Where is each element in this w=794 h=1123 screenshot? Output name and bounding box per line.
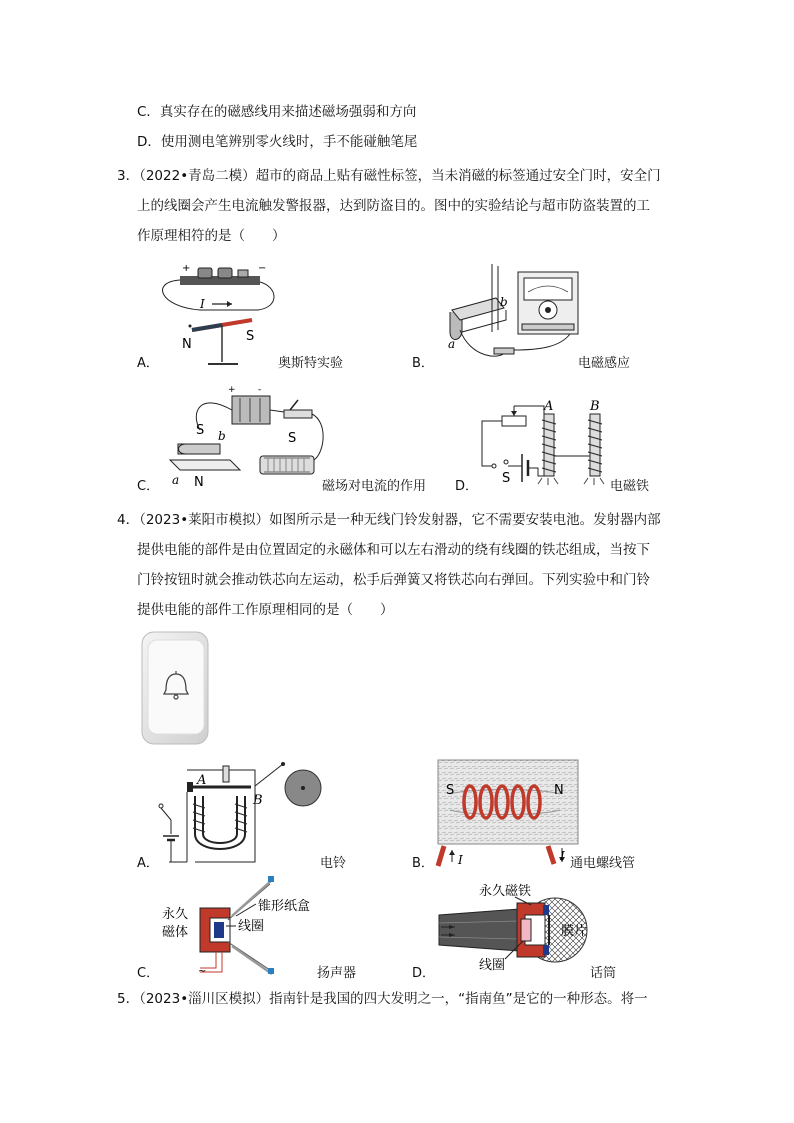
q4-figure-b-solenoid	[430, 758, 580, 868]
figd-a-label: A	[544, 399, 554, 414]
q3-option-b-letter[interactable]: B．	[412, 356, 434, 371]
q3-option-a-caption: 奥斯特实验	[278, 356, 344, 371]
figc-b-label: b	[218, 429, 226, 443]
figc-north-label: N	[194, 475, 204, 490]
q4-option-d-letter[interactable]: D．	[412, 966, 436, 981]
q4-stem-line2: 提供电能的部件是由位置固定的永磁体和可以左右滑动的绕有线圈的铁芯组成，当按下	[137, 542, 650, 558]
figa-current-label: I	[200, 297, 205, 311]
q3-option-c-caption: 磁场对电流的作用	[322, 479, 427, 494]
q2-option-c[interactable]: C．真实存在的磁感线用来描述磁场强弱和方向	[137, 104, 417, 120]
q3-option-d-letter[interactable]: D．	[455, 479, 479, 494]
q3-figure-d-electromagnet	[478, 398, 608, 493]
q4-stem-line3: 门铃按钮时就会推动铁芯向左运动，松手后弹簧又将铁芯向右弹回。下列实验中和门铃	[137, 572, 650, 588]
q3-option-a-letter[interactable]: A．	[137, 356, 159, 371]
q3-stem-line1: 3．（2022•青岛二模）超市的商品上贴有磁性标签，当未消磁的标签通过安全门时，安全门	[117, 168, 661, 184]
q4figb-current-left: I	[458, 853, 463, 867]
q4figc-magnet-line1: 永久	[162, 907, 189, 922]
q3-stem-line2: 上的线圈会产生电流触发警报器，达到防盗目的。图中的实验结论与超市防盗装置的工	[137, 198, 650, 214]
q4-option-c-letter[interactable]: C．	[137, 966, 160, 981]
q4-stem-line1: 4．（2023•莱阳市模拟）如图所示是一种无线门铃发射器，它不需要安装电池。发射器内部	[117, 512, 661, 528]
q2-option-d[interactable]: D．使用测电笔辨别零火线时，手不能碰触笔尾	[137, 134, 418, 150]
svg-text:~: ~	[198, 966, 207, 977]
figb-a-label: a	[448, 337, 456, 351]
figa-south-label: S	[246, 329, 255, 344]
figc-switch-label: S	[288, 431, 297, 446]
figa-plus-label: +	[182, 263, 191, 274]
q4figd-coil-label: 线圈	[479, 958, 506, 973]
q4figb-south-label: S	[446, 783, 455, 798]
q3-option-b-caption: 电磁感应	[578, 356, 631, 371]
q4-option-a-caption: 电铃	[320, 856, 347, 871]
q4figd-membrane-label: 膜片	[561, 924, 588, 939]
figc-plus-label: +	[228, 385, 236, 395]
figc-a-label: a	[172, 473, 180, 487]
q4figc-cone-label: 锥形纸盒	[258, 899, 311, 914]
q4-option-a-letter[interactable]: A．	[137, 856, 159, 871]
q3-stem-line3: 作原理相符的是（ ）	[137, 228, 286, 244]
q3-figure-b-induction	[440, 262, 590, 372]
q4figc-magnet-line2: 磁体	[162, 925, 189, 940]
q4figd-magnet-label: 永久磁铁	[479, 884, 532, 899]
q4figa-a-label: A	[197, 773, 207, 788]
figd-b-label: B	[590, 399, 600, 414]
q4-figure-a-electric-bell	[155, 758, 325, 863]
q5-stem-line1: 5．（2023•淄川区模拟）指南针是我国的四大发明之一，“指南鱼”是它的一种形态。将一	[117, 991, 648, 1007]
q3-figure-c-motor-effect	[160, 382, 325, 492]
q4figb-current-right: I	[560, 849, 565, 863]
figa-minus-label: −	[258, 263, 267, 274]
figd-switch-label: S	[502, 471, 511, 486]
q4figc-coil-label: 线圈	[238, 919, 265, 934]
doorbell-transmitter-image	[140, 630, 212, 748]
q4-figure-c-loudspeaker	[160, 872, 310, 982]
q4-stem-line4: 提供电能的部件工作原理相同的是（ ）	[137, 602, 394, 618]
q3-option-d-caption: 电磁铁	[610, 479, 650, 494]
q4figa-b-label: B	[253, 793, 263, 808]
q4-option-c-caption: 扬声器	[317, 966, 357, 981]
figb-b-label: b	[500, 295, 508, 309]
q4figb-north-label: N	[554, 783, 564, 798]
figc-south-label: S	[196, 423, 205, 438]
q4-option-b-caption: 通电螺线管	[570, 856, 636, 871]
figc-minus-label: -	[258, 385, 262, 395]
figa-north-label: N	[182, 337, 192, 352]
q4-option-b-letter[interactable]: B．	[412, 856, 434, 871]
q3-option-c-letter[interactable]: C．	[137, 479, 160, 494]
q4-option-d-caption: 话筒	[590, 966, 617, 981]
q4-figure-d-microphone	[435, 875, 595, 980]
q3-figure-a-oersted	[160, 262, 290, 372]
